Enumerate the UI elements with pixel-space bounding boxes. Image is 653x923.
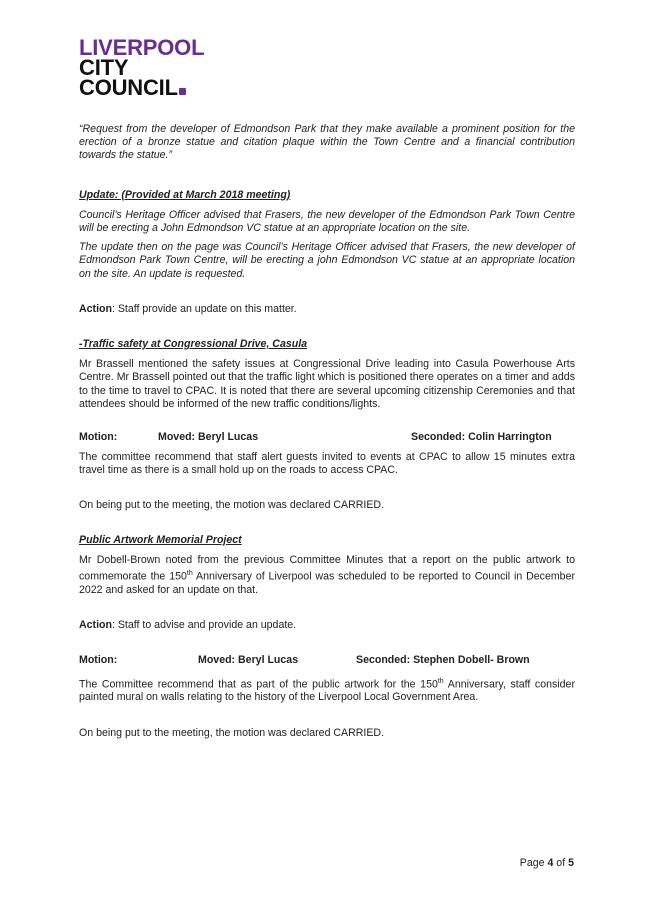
motion-2-text-a: The Committee recommend that as part of the public artwork for the 150 (79, 678, 438, 691)
logo-line-council: COUNCIL (79, 75, 178, 100)
motion-2-sup: th (437, 677, 444, 685)
motion-1-text: The committee recommend that staff alert guests invited to events at CPAC to allow 15 minutes extra travel time as there is a small hold up on the roads to access CPAC. (79, 451, 575, 477)
traffic-paragraph: Mr Brassell mentioned the safety issues at Congressional Drive leading into Casula Powerhouse Arts Centre. Mr Brassell pointed out that the traffic light which is positioned there operates on a timer and adds to the time to travel to CPAC. It is noted that there are several upcoming citizenship Ceremonies and that attendees should be informed of the new traffic conditions/lights. (79, 358, 575, 410)
motion-2-row (79, 654, 575, 667)
carried-2: On being put to the meeting, the motion was declared CARRIED. (79, 726, 385, 739)
action-1-text: : Staff provide an update on this matter. (111, 302, 297, 315)
action-2-label: Action (79, 619, 112, 632)
action-1-label: Action (79, 302, 112, 315)
document-body (79, 123, 575, 740)
logo-line-council-wrap (79, 75, 239, 100)
motion-2-moved: Moved: Beryl Lucas (198, 654, 299, 667)
update-heading: Update: (Provided at March 2018 meeting) (79, 188, 291, 201)
page-word: Page (519, 857, 548, 869)
motion-2-text-b: Anniversary, staff consider painted mural on walls relating to the history of the Liverpool Local Government Area. (79, 678, 575, 704)
motion-1-moved: Moved: Beryl Lucas (158, 431, 259, 444)
of-word: of (553, 857, 569, 869)
page-number (520, 857, 574, 869)
motion-1-label: Motion: (79, 431, 118, 444)
traffic-heading: -Traffic safety at Congressional Drive, Casula (79, 338, 308, 351)
action-2-text: : Staff to advise and provide an update. (111, 619, 297, 632)
quote-paragraph: “Request from the developer of Edmondson Park that they make available a prominent position for the erection of a bronze statue and citation plaque within the Town Centre and a financial contribution towards the statue.” (79, 123, 575, 162)
logo-line-liverpool: LIVERPOOL (79, 35, 205, 60)
total-pages: 5 (568, 857, 574, 869)
update-paragraph-2: The update then on the page was Council’s Heritage Officer advised that Frasers, the new developer of Edmondson Park Town Centre, will be erecting a john Edmondson VC statue at an appropriate location on the site. An update is requested. (79, 241, 575, 280)
motion-1-seconded: Seconded: Colin Harrington (411, 431, 552, 444)
artwork-sup: th (186, 570, 193, 578)
action-1 (79, 303, 575, 316)
artwork-text-a: Mr Dobell-Brown noted from the previous Committee Minutes that a report on the public artwork to commemorate the 150 (79, 554, 575, 583)
logo-dot-icon (179, 88, 186, 95)
current-page: 4 (547, 857, 554, 869)
action-2 (79, 619, 575, 632)
motion-1-row (79, 431, 575, 444)
artwork-paragraph (79, 554, 575, 597)
council-logo (79, 35, 239, 104)
artwork-heading: Public Artwork Memorial Project (79, 533, 242, 546)
artwork-text-b: Anniversary of Liverpool was scheduled to be reported to Council in December 2022 and asked for an update on that. (79, 570, 575, 596)
motion-2-text (79, 675, 575, 705)
motion-2-seconded: Seconded: Stephen Dobell- Brown (356, 654, 530, 667)
carried-1: On being put to the meeting, the motion was declared CARRIED. (79, 498, 385, 511)
motion-2-label: Motion: (79, 654, 118, 667)
logo-line-city: CITY (79, 55, 129, 80)
update-paragraph-1: Council’s Heritage Officer advised that Frasers, the new developer of the Edmondson Park Town Centre will be erecting a John Edmondson VC statue at an appropriate location on the site. (79, 208, 575, 235)
